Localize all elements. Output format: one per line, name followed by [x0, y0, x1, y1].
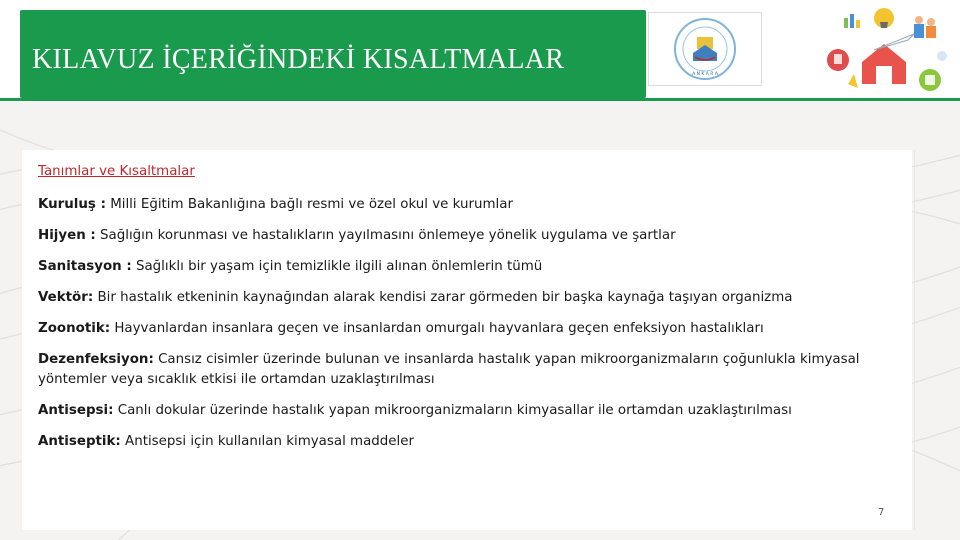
definition-row [38, 195, 878, 215]
definition-term: Sanitasyon : [38, 259, 132, 274]
definition-text: Sağlığın korunması ve hastalıkların yayılmasını önlemeye yönelik uygulama ve şartlar [100, 228, 676, 243]
definition-row [38, 432, 878, 452]
definition-text: Antisepsi için kullanılan kimyasal maddeler [125, 434, 414, 449]
definition-term: Antisepsi: [38, 403, 114, 418]
definition-row [38, 257, 878, 277]
definition-text: Sağlıklı bir yaşam için temizlikle ilgili alınan önlemlerin tümü [135, 259, 543, 274]
school-logo [648, 12, 762, 86]
card-edge [914, 150, 915, 530]
section-title: Tanımlar ve Kısaltmalar [38, 164, 195, 179]
definition-row [38, 226, 878, 246]
airplane-icon [874, 34, 914, 50]
definition-term: Dezenfeksiyon: [38, 352, 154, 367]
definition-term: Antiseptik: [38, 434, 121, 449]
definition-term: Zoonotik: [38, 321, 111, 336]
definition-term: Kuruluş : [38, 197, 106, 212]
people-icon [914, 24, 924, 38]
chart-icon [844, 18, 848, 28]
school-logo-icon [649, 13, 761, 85]
definition-row [38, 401, 878, 421]
definition-row [38, 350, 878, 390]
title-banner [20, 10, 646, 98]
page-title: KILAVUZ İÇERİĞİNDEKİ KISALTMALAR [32, 44, 565, 75]
definition-row [38, 288, 878, 308]
definition-term: Hijyen : [38, 228, 96, 243]
definition-text: Milli Eğitim Bakanlığına bağlı resmi ve özel okul ve kurumlar [110, 197, 513, 212]
definition-text: Hayvanlardan insanlara geçen ve insanlardan omurgalı hayvanlara geçen enfeksiyon hastalıkları [114, 321, 764, 336]
svg-text:A N K A R A: A N K A R A [692, 72, 718, 77]
definition-row [38, 319, 878, 339]
header-divider [0, 98, 960, 101]
definition-text: Cansız cisimler üzerinde bulunan ve insanlarda hastalık yapan mikroorganizmaların çoğunlukla kimyasal yöntemler veya sıcaklık etkisi ile ortamdan uzaklaştırılması [38, 352, 860, 387]
definition-text: Bir hastalık etkeninin kaynağından alarak kendisi zarar görmeden bir başka kaynağa taşıyan organizma [97, 290, 793, 305]
definition-text: Canlı dokular üzerinde hastalık yapan mikroorganizmaların kimyasallar ile ortamdan uzaklaştırılması [117, 403, 792, 418]
definitions-list [38, 162, 878, 463]
page-number: 7 [878, 507, 885, 518]
definition-term: Vektör: [38, 290, 94, 305]
education-decoration [818, 4, 960, 96]
